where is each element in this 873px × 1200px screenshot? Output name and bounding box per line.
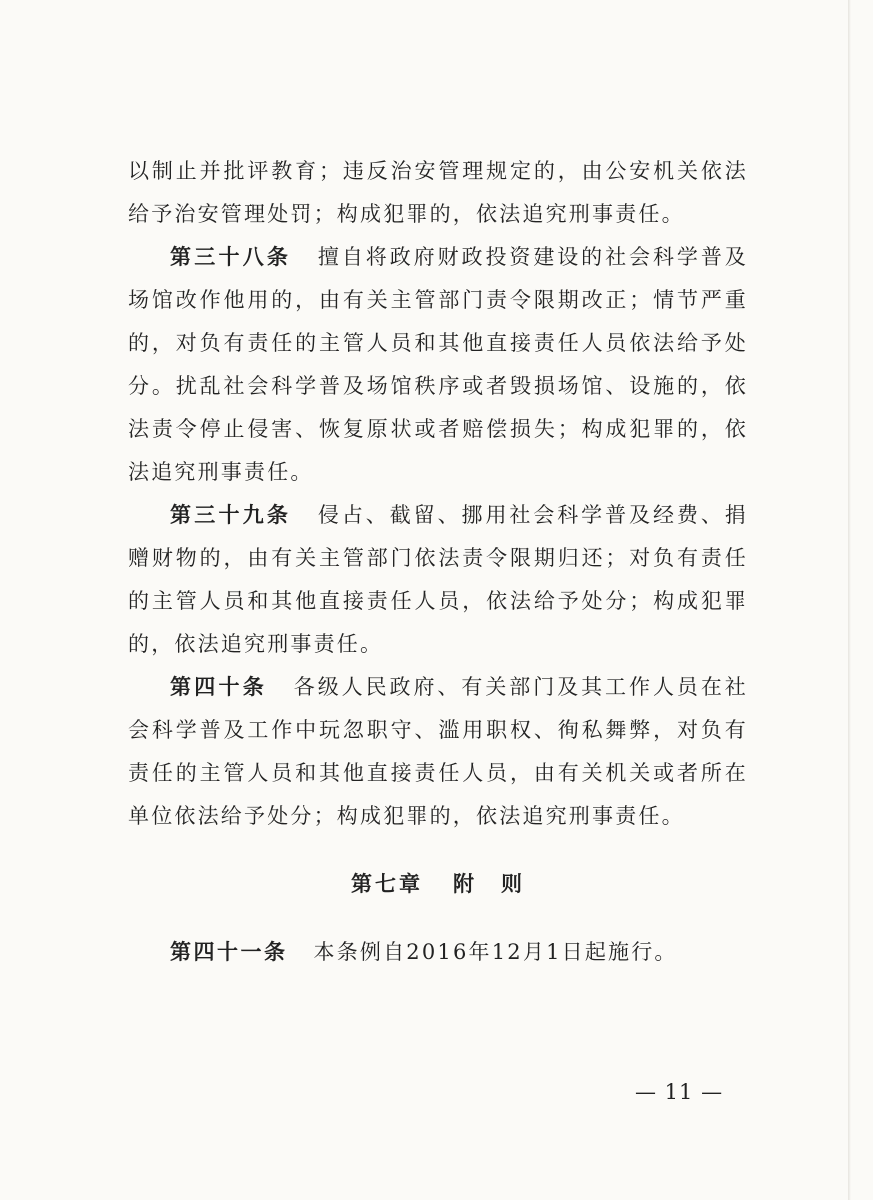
article-text: 各级人民政府、有关部门及其工作人员在社会科学普及工作中玩忽职守、滥用职权、徇私舞弊，对负有责任的主管人员和其他直接责任人员，由有关机关或者所在单位依法给予处分；构成犯罪的，依法追究刑事责任。 (128, 675, 748, 828)
article-40 (128, 666, 748, 838)
article-39 (128, 494, 748, 666)
article-number: 第三十八条 (170, 245, 292, 269)
article-number: 第四十一条 (170, 940, 288, 964)
page-number: — 11 — (635, 1080, 724, 1104)
paragraph-continuation (128, 150, 748, 236)
paragraph-text: 以制止并批评教育；违反治安管理规定的，由公安机关依法给予治安管理处罚；构成犯罪的，依法追究刑事责任。 (128, 159, 748, 226)
article-number: 第四十条 (170, 675, 267, 699)
article-number: 第三十九条 (170, 503, 292, 527)
article-text: 本条例自2016年12月1日起施行。 (313, 940, 678, 964)
document-body (128, 150, 748, 974)
chapter-heading (128, 863, 748, 906)
article-41 (128, 931, 748, 974)
article-text: 侵占、截留、挪用社会科学普及经费、捐赠财物的，由有关主管部门依法责令限期归还；对负有责任的主管人员和其他直接责任人员，依法给予处分；构成犯罪的，依法追究刑事责任。 (128, 503, 748, 656)
article-text: 擅自将政府财政投资建设的社会科学普及场馆改作他用的，由有关主管部门责令限期改正；情节严重的，对负有责任的主管人员和其他直接责任人员依法给予处分。扰乱社会科学普及场馆秩序或者毁损场馆、设施的，依法责令停止侵害、恢复原状或者赔偿损失；构成犯罪的，依法追究刑事责任。 (128, 245, 748, 484)
chapter-number: 第七章 (351, 872, 423, 896)
chapter-title: 附 则 (453, 872, 525, 896)
article-38 (128, 236, 748, 494)
page-edge (848, 0, 851, 1200)
